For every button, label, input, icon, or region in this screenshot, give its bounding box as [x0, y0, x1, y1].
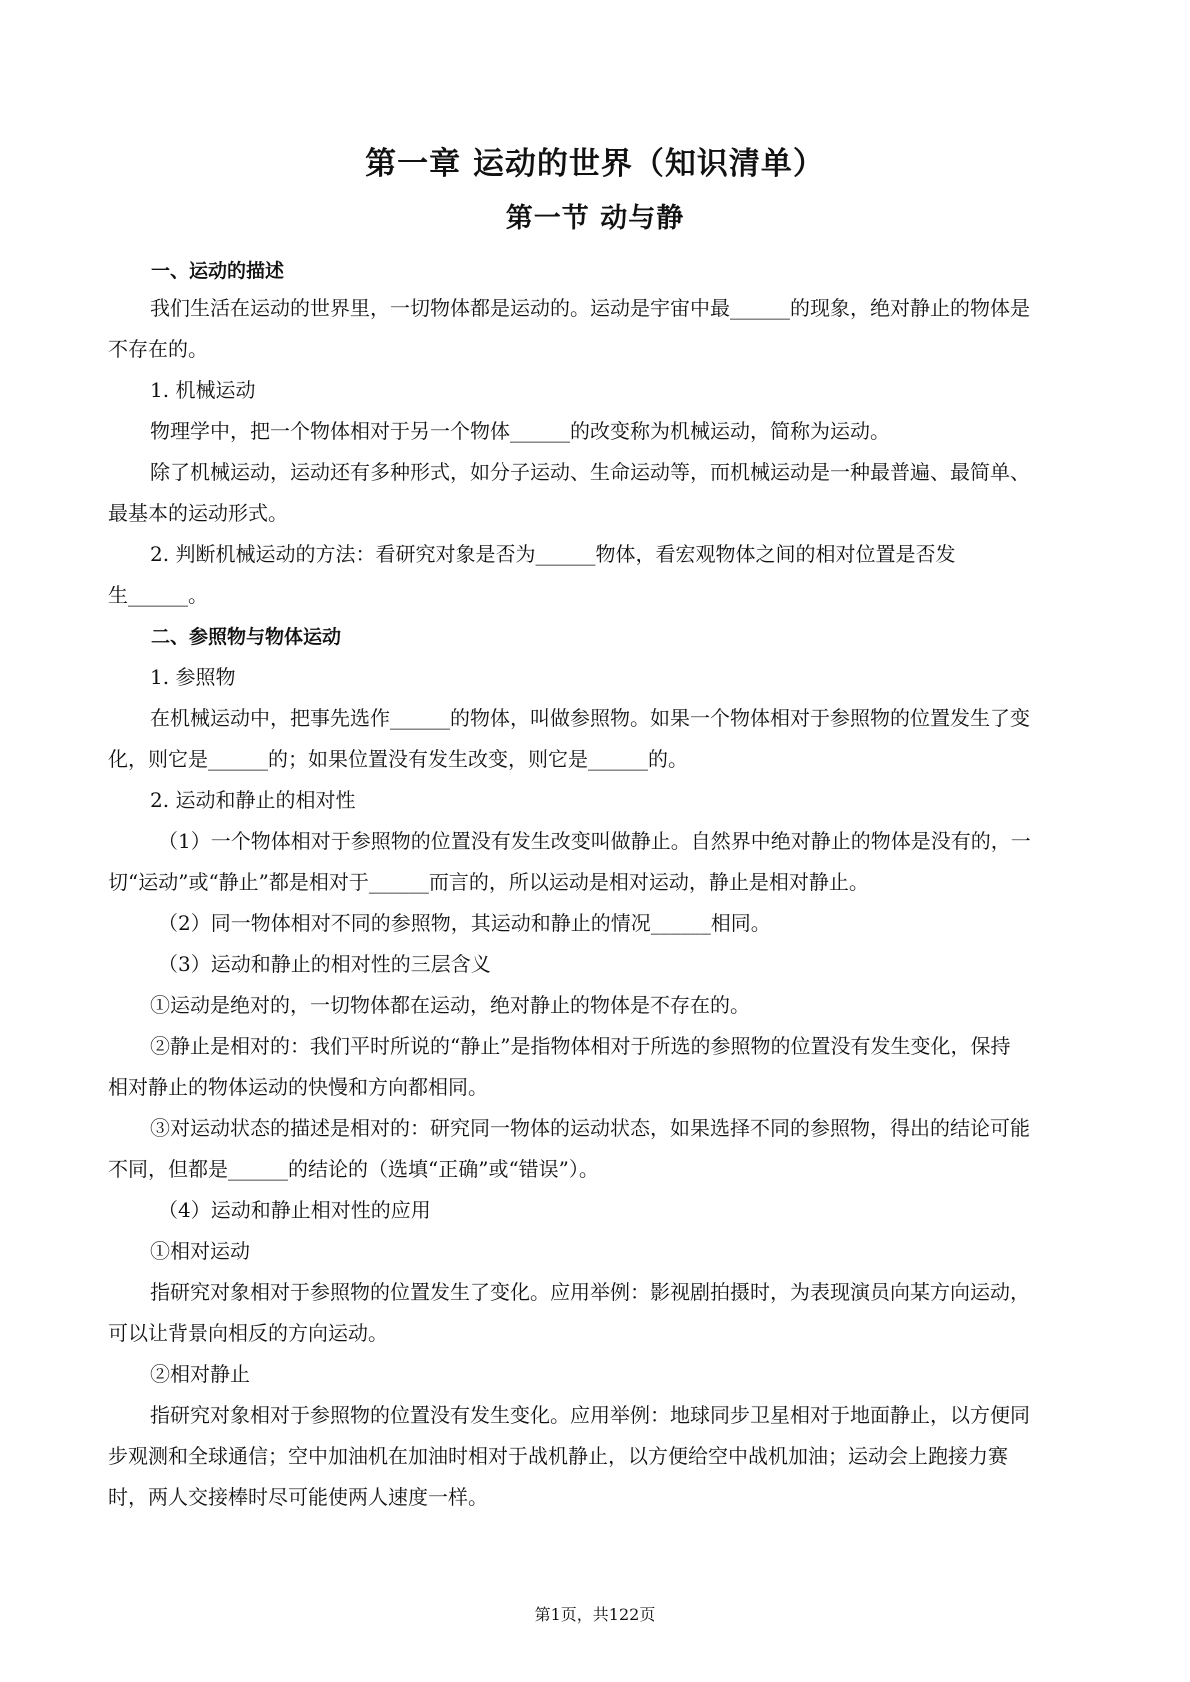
paragraph-line: 指研究对象相对于参照物的位置发生了变化。应用举例：影视剧拍摄时，为表现演员向某方向运动， — [150, 1280, 1030, 1304]
chapter-title: 第一章 运动的世界（知识清单） — [365, 146, 825, 182]
paragraph-line: ①相对运动 — [150, 1239, 250, 1263]
list-item: 2. 判断机械运动的方法：看研究对象是否为______物体，看宏观物体之间的相对位置是否发 — [150, 542, 956, 566]
paragraph-line: 除了机械运动，运动还有多种形式，如分子运动、生命运动等，而机械运动是一种最普遍、最简单、 — [150, 460, 1030, 484]
paragraph-line: 指研究对象相对于参照物的位置没有发生变化。应用举例：地球同步卫星相对于地面静止，以方便同 — [150, 1403, 1030, 1427]
paragraph-line: 我们生活在运动的世界里，一切物体都是运动的。运动是宇宙中最______的现象，绝对静止的物体是 — [150, 296, 1030, 320]
paragraph-line: 不同，但都是______的结论的（选填“正确”或“错误”）。 — [108, 1157, 599, 1181]
heading-reference-frame: 二、参照物与物体运动 — [151, 626, 342, 648]
paragraph-line: （2）同一物体相对不同的参照物，其运动和静止的情况______相同。 — [158, 911, 771, 935]
paragraph-line: 化，则它是______的；如果位置没有发生改变，则它是______的。 — [108, 747, 688, 771]
paragraph-line: 最基本的运动形式。 — [108, 501, 288, 525]
section-title: 第一节 动与静 — [505, 203, 685, 234]
heading-motion-description: 一、运动的描述 — [151, 260, 285, 282]
paragraph-line: 物理学中，把一个物体相对于另一个物体______的改变称为机械运动，简称为运动。 — [150, 419, 890, 443]
paragraph-line: （4）运动和静止相对性的应用 — [158, 1198, 431, 1222]
paragraph-line: 时，两人交接棒时尽可能使两人速度一样。 — [108, 1485, 488, 1509]
paragraph-line: ③对运动状态的描述是相对的：研究同一物体的运动状态，如果选择不同的参照物，得出的结论可能 — [150, 1116, 1030, 1140]
paragraph-line: 可以让背景向相反的方向运动。 — [108, 1321, 388, 1345]
paragraph-line: ②静止是相对的：我们平时所说的“静止”是指物体相对于所选的参照物的位置没有发生变化，保持 — [150, 1034, 1011, 1058]
paragraph-line: 切“运动”或“静止”都是相对于______而言的，所以运动是相对运动，静止是相对静止。 — [108, 870, 869, 894]
paragraph-line: （3）运动和静止的相对性的三层含义 — [158, 952, 491, 976]
paragraph-line: 生______。 — [108, 583, 208, 607]
paragraph-line: 相对静止的物体运动的快慢和方向都相同。 — [108, 1075, 488, 1099]
paragraph-line: 不存在的。 — [108, 337, 208, 361]
paragraph-line: 步观测和全球通信；空中加油机在加油时相对于战机静止，以方便给空中战机加油；运动会上跑接力赛 — [108, 1444, 1008, 1468]
paragraph-line: （1）一个物体相对于参照物的位置没有发生改变叫做静止。自然界中绝对静止的物体是没有的，一 — [158, 829, 1031, 853]
paragraph-line: ①运动是绝对的，一切物体都在运动，绝对静止的物体是不存在的。 — [150, 993, 750, 1017]
list-item: 1. 机械运动 — [150, 378, 256, 402]
list-item: 1. 参照物 — [150, 665, 236, 689]
page-number: 第1页，共122页 — [534, 1605, 656, 1624]
paragraph-line: ②相对静止 — [150, 1362, 250, 1386]
paragraph-line: 在机械运动中，把事先选作______的物体，叫做参照物。如果一个物体相对于参照物的位置发生了变 — [150, 706, 1030, 730]
list-item: 2. 运动和静止的相对性 — [150, 788, 356, 812]
